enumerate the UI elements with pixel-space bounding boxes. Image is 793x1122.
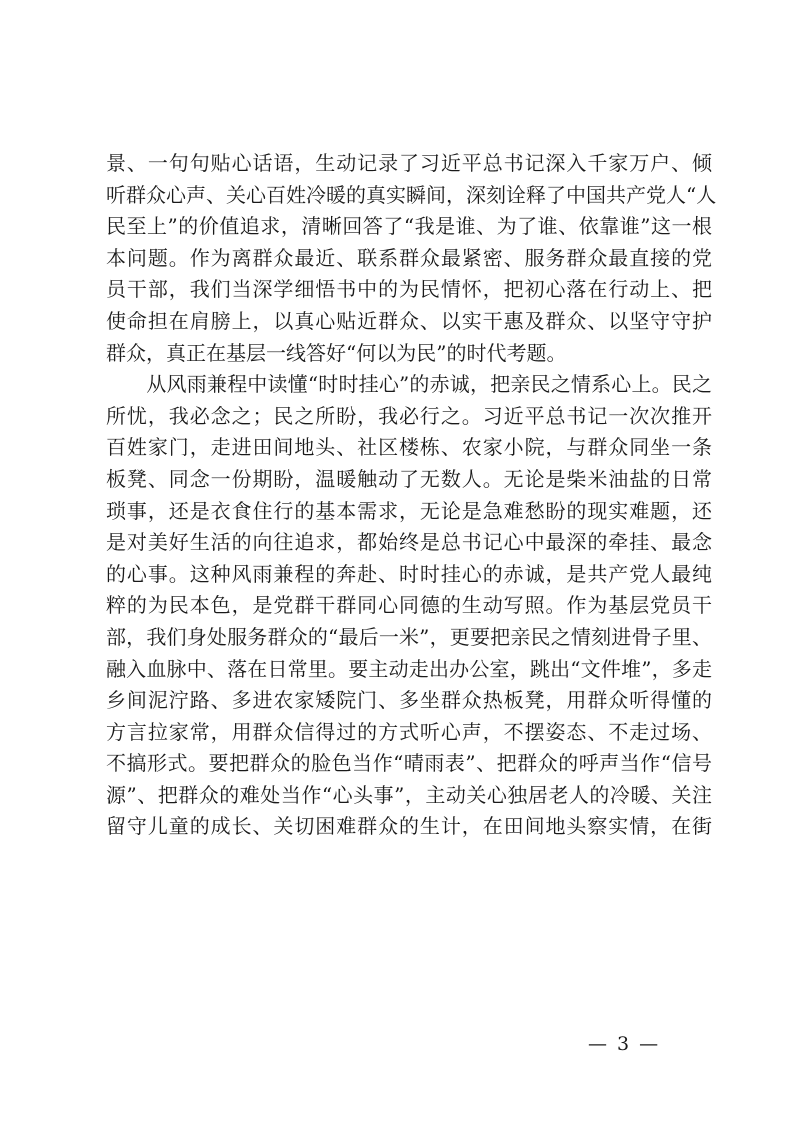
text-line: 留守儿童的成长、关切困难群众的生计，在田间地头察实情，在街 <box>106 814 712 839</box>
text-line: 乡间泥泞路、多进农家矮院门、多坐群众热板凳，用群众听得懂的 <box>106 688 712 713</box>
text-line: 融入血脉中、落在日常里。要主动走出办公室，跳出“文件堆”，多走 <box>106 656 712 681</box>
text-line: 百姓家门，走进田间地头、社区楼栋、农家小院，与群众同坐一条 <box>106 435 712 460</box>
text-line: 源”、把群众的难处当作“心头事”，主动关心独居老人的冷暖、关注 <box>106 782 712 807</box>
text-line: 使命担在肩膀上，以真心贴近群众、以实干惠及群众、以坚守守护 <box>106 308 712 333</box>
text-line: 员干部，我们当深学细悟书中的为民情怀，把初心落在行动上、把 <box>106 277 712 302</box>
text-line: 不搞形式。要把群众的脸色当作“晴雨表”、把群众的呼声当作“信号 <box>106 751 712 776</box>
text-line: 所忧，我必念之；民之所盼，我必行之。习近平总书记一次次推开 <box>106 403 712 428</box>
text-line: 听群众心声、关心百姓冷暖的真实瞬间，深刻诠释了中国共产党人“人 <box>106 182 717 207</box>
text-line: 琐事，还是衣食住行的基本需求，无论是急难愁盼的现实难题，还 <box>106 498 712 523</box>
page-number: — 3 — <box>588 1033 661 1055</box>
text-line: 从风雨兼程中读懂“时时挂心”的赤诚，把亲民之情系心上。民之 <box>106 372 712 397</box>
body-text <box>106 148 717 843</box>
text-line: 群众，真正在基层一线答好“何以为民”的时代考题。 <box>106 340 567 365</box>
text-line: 的心事。这种风雨兼程的奔赴、时时挂心的赤诚，是共产党人最纯 <box>106 561 712 586</box>
text-line: 本问题。作为离群众最近、联系群众最紧密、服务群众最直接的党 <box>106 245 712 270</box>
text-line: 部，我们身处服务群众的“最后一米”，更要把亲民之情刻进骨子里、 <box>106 624 712 649</box>
text-line: 景、一句句贴心话语，生动记录了习近平总书记深入千家万户、倾 <box>106 151 712 175</box>
text-line: 板凳、同念一份期盼，温暖触动了无数人。无论是柴米油盐的日常 <box>106 466 712 491</box>
text-line: 粹的为民本色，是党群干群同心同德的生动写照。作为基层党员干 <box>106 593 712 618</box>
text-line: 方言拉家常，用群众信得过的方式听心声，不摆姿态、不走过场、 <box>106 719 712 744</box>
text-line: 民至上”的价值追求，清晰回答了“我是谁、为了谁、依靠谁”这一根 <box>106 214 712 239</box>
text-line: 是对美好生活的向往追求，都始终是总书记心中最深的牵挂、最念 <box>106 530 712 555</box>
